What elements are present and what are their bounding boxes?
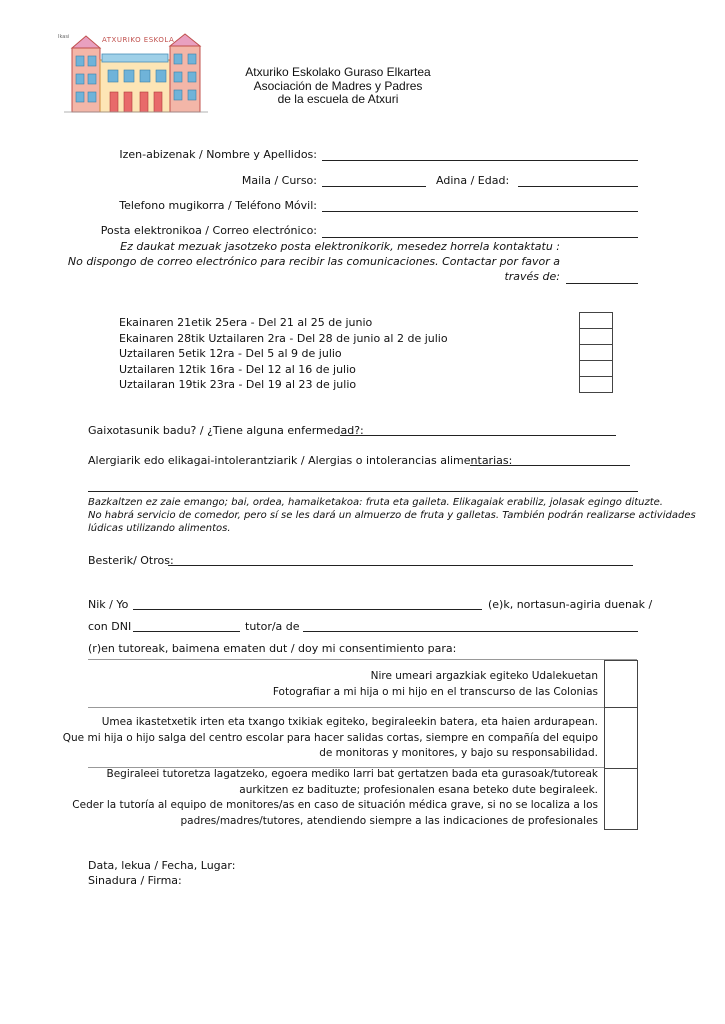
- week-2-label: Ekainaren 28tik Uztailaren 2ra - Del 28 de junio al 2 de julio: [119, 331, 448, 345]
- name-field[interactable]: [322, 160, 638, 161]
- school-logo: [58, 30, 210, 116]
- con-dni-label: con DNI: [88, 620, 132, 633]
- allergy-extra-field[interactable]: [88, 491, 638, 492]
- allergy-field[interactable]: [470, 465, 630, 466]
- consent-intro: (r)en tutoreak, baimena ematen dut / doy mi consentimiento para:: [88, 642, 457, 655]
- alternative-contact-field[interactable]: [566, 283, 638, 284]
- course-label: Maila / Curso:: [241, 174, 317, 187]
- week-5-checkbox[interactable]: [579, 376, 613, 393]
- week-3-checkbox[interactable]: [579, 344, 613, 361]
- allergy-label: Alergiarik edo elikagai-intolerantziarik / Alergias o intolerancias alimentarias:: [88, 454, 513, 467]
- phone-label: Telefono mugikorra / Teléfono Móvil:: [119, 199, 317, 212]
- name-label: Izen-abizenak / Nombre y Apellidos:: [119, 148, 317, 161]
- course-field[interactable]: [322, 186, 426, 187]
- consent-divider-1: [88, 707, 604, 708]
- consent-outings-line-es: Que mi hija o hijo salga del centro escolar para hacer salidas cortas, siempre en compañía del equipo: [62, 731, 598, 744]
- consent-photos-checkbox[interactable]: [604, 660, 638, 708]
- age-label: Adina / Edad:: [436, 174, 510, 187]
- age-field[interactable]: [518, 186, 638, 187]
- illness-field[interactable]: [340, 435, 616, 436]
- consent-medical-line-eu-cont: aurkitzen ez badituzte; profesionalen esana beteko dute begiraleek.: [239, 783, 598, 796]
- week-4-label: Uztailaren 12tik 16ra - Del 12 al 16 de julio: [119, 362, 356, 376]
- header-line-2: Asociación de Madres y Padres: [253, 78, 423, 93]
- consent-medical-line-es-cont: padres/madres/tutores, atendiendo siempre a las indicaciones de profesionales: [180, 814, 598, 827]
- guardian-name-field[interactable]: [133, 609, 482, 610]
- illness-label: Gaixotasunik badu? / ¿Tiene alguna enfermedad?:: [88, 424, 364, 437]
- weeks-list: [119, 316, 448, 394]
- phone-field[interactable]: [322, 211, 638, 212]
- header-line-3: de la escuela de Atxuri: [277, 92, 399, 106]
- consent-outings-line-es-cont: de monitoras y monitores, y bajo su responsabilidad.: [319, 747, 598, 759]
- child-name-field[interactable]: [303, 631, 638, 632]
- consent-medical-checkbox[interactable]: [604, 768, 638, 830]
- meal-note-eu: Bazkaltzen ez zaie emango; bai, ordea, hamaiketakoa: fruta eta gaileta. Elikagaiak erabiliz, jolasak egingo dituzte.: [88, 497, 663, 508]
- email-field[interactable]: [322, 237, 638, 238]
- others-field[interactable]: [168, 565, 633, 566]
- tutor-de-label: tutor/a de: [245, 620, 300, 633]
- no-email-note-es: No dispongo de correo electrónico para recibir las comunicaciones. Contactar por favor a: [67, 255, 560, 268]
- meal-note-es-cont: lúdicas utilizando alimentos.: [88, 523, 231, 534]
- signature-label: Sinadura / Firma:: [88, 874, 182, 887]
- dni-field[interactable]: [133, 631, 240, 632]
- week-2-checkbox[interactable]: [579, 328, 613, 345]
- email-label: Posta elektronikoa / Correo electrónico:: [100, 224, 317, 237]
- logo-corner-text: Ikasi: [58, 34, 70, 40]
- consent-outings-text: [63, 715, 598, 762]
- consent-medical-line-eu: Begiraleei tutoretza lagatzeko, egoera mediko larri bat gertatzen bada eta gurasoak/tutoreak: [106, 768, 598, 780]
- header-line-1: Atxuriko Eskolako Guraso Elkartea: [245, 65, 431, 79]
- association-header: [228, 66, 448, 107]
- week-1-label: Ekainaren 21etik 25era - Del 21 al 25 de junio: [119, 316, 373, 329]
- consent-medical-text: [72, 767, 598, 829]
- consent-photos-text: [273, 669, 598, 700]
- consent-medical-line-es: Ceder la tutoría al equipo de monitores/as en caso de situación médica grave, si no se localiza a los: [72, 799, 598, 811]
- consent-outings-line-eu: Umea ikastetxetik irten eta txango txikiak egiteko, begiraleekin batera, eta haien ardurapean.: [101, 716, 598, 728]
- week-4-checkbox[interactable]: [579, 360, 613, 377]
- week-5-label: Uztailaran 19tik 23ra - Del 19 al 23 de julio: [119, 378, 357, 391]
- others-label: Besterik/ Otros:: [88, 554, 174, 567]
- consent-photos-line-es: Fotografiar a mi hija o mi hijo en el transcurso de las Colonias: [272, 685, 598, 698]
- week-1-checkbox[interactable]: [579, 312, 613, 329]
- meal-note-es: No habrá servicio de comedor, pero sí se les dará un almuerzo de fruta y galletas. También podrán realizarse actividades: [88, 510, 696, 521]
- consents-checkbox-column: [604, 660, 638, 830]
- consent-photos-line-eu: Nire umeari argazkiak egiteko Udalekuetan: [370, 670, 598, 682]
- no-email-note-eu: Ez daukat mezuak jasotzeko posta elektronikorik, mesedez horrela kontaktatu :: [120, 240, 560, 253]
- date-place-label: Data, lekua / Fecha, Lugar:: [88, 859, 236, 872]
- consent-outings-checkbox[interactable]: [604, 707, 638, 769]
- logo-title: ATXURIKO ESKOLA: [102, 36, 175, 44]
- nik-yo-label: Nik / Yo: [88, 598, 129, 611]
- week-3-label: Uztailaren 5etik 12ra - Del 5 al 9 de julio: [119, 347, 342, 360]
- no-email-through-label: través de:: [504, 270, 560, 283]
- nik-suffix-label: (e)k, nortasun-agiria duenak /: [488, 598, 653, 611]
- consents-top-divider: [88, 659, 637, 660]
